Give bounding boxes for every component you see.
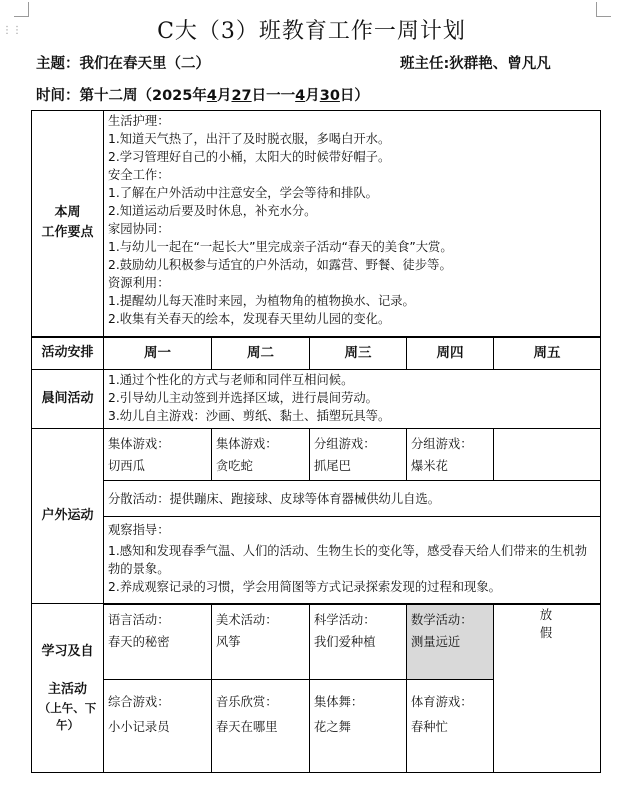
activity-value: 春种忙 — [411, 720, 448, 734]
learning-header — [32, 604, 104, 773]
date-dash: 日一一 — [251, 88, 296, 104]
learning-header-line: 主活动 — [47, 682, 87, 697]
activity-value: 测量远近 — [411, 634, 461, 649]
observe-line: 2.养成观察记录的习惯，学会用简图等方式记录探索发现的过程和现象。 — [108, 580, 501, 594]
theme-line: 主题：我们在春天里（二） — [36, 56, 210, 72]
observe-title: 观察指导： — [108, 523, 170, 537]
focus-header-line: 工作要点 — [41, 225, 94, 241]
date-line — [36, 84, 369, 105]
learning-activity-cell-highlighted[interactable] — [407, 604, 494, 680]
activity-value: 花之舞 — [314, 720, 351, 734]
focus-line: 2.知道运动后要及时休息，补充水分。 — [108, 204, 317, 218]
focus-line: 2.鼓励幼儿积极参与适宜的户外活动，如露营、野餐、徒步等。 — [108, 258, 452, 272]
activity-value: 我们爱种植 — [314, 634, 376, 649]
weekly-plan-table — [31, 110, 601, 773]
learning-header-line: 学习及自 — [41, 644, 94, 659]
game-label: 分组游戏： — [314, 437, 376, 451]
observation-guide[interactable] — [104, 517, 601, 604]
day-wednesday: 周三 — [310, 337, 407, 370]
date-prefix: 时间：第十二周（2025年 — [36, 88, 207, 104]
morning-line: 2.引导幼儿主动签到并选择区域，进行晨间劳动。 — [108, 391, 378, 405]
morning-header: 晨间活动 — [32, 370, 104, 429]
focus-line: 安全工作： — [108, 168, 170, 182]
learning-activity-cell[interactable] — [310, 604, 407, 680]
game-value: 抓尾巴 — [314, 459, 351, 473]
focus-line: 2.学习管理好自己的小桶，太阳大的时候带好帽子。 — [108, 150, 391, 164]
learning-header-line: 午） — [56, 718, 79, 732]
game-label: 集体游戏： — [216, 437, 278, 451]
activity-label: 集体舞： — [314, 695, 364, 709]
learning-activity-cell[interactable] — [310, 680, 407, 773]
holiday-char: 假 — [539, 625, 555, 640]
holiday-char: 放 — [539, 607, 555, 622]
start-month: 4 — [206, 88, 217, 104]
teachers-line: 班主任:狄群艳、曾凡凡 — [400, 56, 551, 72]
focus-line: 1.知道天气热了，出汗了及时脱衣服，多喝白开水。 — [108, 132, 391, 146]
activity-label: 数学活动： — [411, 612, 473, 627]
learning-activity-cell[interactable] — [104, 604, 212, 680]
outdoor-header: 户外运动 — [32, 429, 104, 604]
game-label: 分组游戏： — [411, 437, 473, 451]
game-value: 爆米花 — [411, 459, 448, 473]
learning-activity-cell[interactable] — [407, 680, 494, 773]
learning-activity-cell[interactable] — [212, 604, 310, 680]
focus-header-line: 本周 — [54, 205, 81, 221]
end-month: 4 — [295, 88, 306, 104]
activity-value: 春天的秘密 — [108, 634, 170, 649]
activity-label: 音乐欣赏： — [216, 695, 278, 709]
day-tuesday: 周二 — [212, 337, 310, 370]
schedule-header: 活动安排 — [32, 337, 104, 370]
morning-line: 3.幼儿自主游戏：沙画、剪纸、黏土、插塑玩具等。 — [108, 409, 391, 423]
morning-content[interactable] — [104, 370, 601, 429]
start-day: 27 — [231, 88, 252, 104]
day-friday: 周五 — [494, 337, 601, 370]
activity-label: 美术活动： — [216, 612, 278, 627]
learning-header-line: （上午、下 — [38, 701, 97, 715]
focus-line: 2.收集有关春天的绘本，发现春天里幼儿园的变化。 — [108, 312, 391, 326]
focus-line: 1.提醒幼儿每天准时来园，为植物角的植物换水、记录。 — [108, 294, 415, 308]
outdoor-empty-cell[interactable] — [494, 429, 601, 481]
focus-header — [32, 111, 104, 337]
day-thursday: 周四 — [407, 337, 494, 370]
focus-line: 家园协同： — [108, 222, 170, 236]
focus-line: 1.了解在户外活动中注意安全，学会等待和排队。 — [108, 186, 378, 200]
activity-label: 科学活动： — [314, 612, 376, 627]
outdoor-game-cell[interactable] — [104, 429, 212, 481]
activity-label: 体育游戏： — [411, 695, 473, 709]
activity-value: 小小记录员 — [108, 720, 170, 734]
table-move-handle-icon[interactable]: ⋮⋮ — [2, 25, 22, 36]
activity-value: 风筝 — [216, 634, 241, 649]
date-suffix: 日） — [339, 88, 369, 104]
morning-line: 1.通过个性化的方式与老师和同伴互相问候。 — [108, 373, 354, 387]
outdoor-game-cell[interactable] — [310, 429, 407, 481]
game-value: 切西瓜 — [108, 459, 145, 473]
learning-activity-cell[interactable] — [212, 680, 310, 773]
focus-line: 1.与幼儿一起在“一起长大”里完成亲子活动“春天的美食”大赏。 — [108, 240, 453, 254]
game-label: 集体游戏： — [108, 437, 170, 451]
focus-line: 生活护理： — [108, 114, 170, 128]
document-title: C大（3）班教育工作一周计划 — [157, 19, 466, 44]
activity-label: 语言活动： — [108, 612, 170, 627]
learning-activity-cell[interactable] — [104, 680, 212, 773]
holiday-cell[interactable] — [494, 604, 601, 773]
activity-label: 综合游戏： — [108, 695, 170, 709]
focus-line: 资源利用： — [108, 276, 170, 290]
month-char: 月 — [216, 88, 232, 104]
focus-content[interactable] — [104, 111, 601, 337]
game-value: 贪吃蛇 — [216, 459, 253, 473]
observe-line: 1.感知和发现春季气温、人们的活动、生物生长的变化等，感受春天给人们带来的生机勃勃的景象。 — [108, 544, 588, 576]
outdoor-game-cell[interactable] — [212, 429, 310, 481]
activity-value: 春天在哪里 — [216, 720, 278, 734]
month-char: 月 — [305, 88, 320, 104]
end-day: 30 — [319, 88, 340, 104]
day-monday: 周一 — [104, 337, 212, 370]
outdoor-game-cell[interactable] — [407, 429, 494, 481]
schedule-row — [32, 337, 601, 370]
scatter-activity[interactable]: 分散活动：提供蹦床、跑接球、皮球等体育器械供幼儿自选。 — [104, 481, 601, 517]
